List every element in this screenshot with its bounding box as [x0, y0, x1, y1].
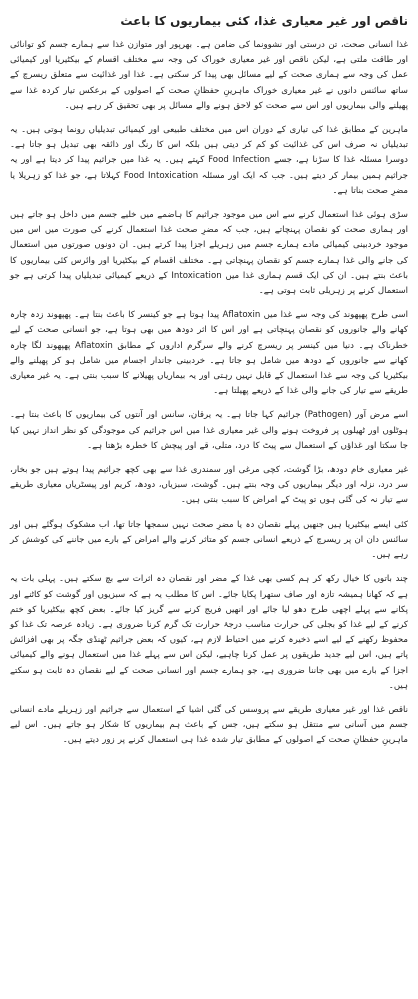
article-title: ناقص اور غیر معیاری غذا، کئی بیماریوں کا باعث [120, 14, 408, 28]
paragraph-5: اسے مرض آور (Pathogen) جراثیم کہا جاتا ہے۔ یہ یرقان، سانس اور آنتوں کی بیماریوں کا باعث بنتا ہے۔ ہوٹلوں اور ٹھیلوں پر فروخت ہونے والی غیر معیاری غذا میں اس جراثیم کی موجودگی کو نظر انداز نہیں کیا جا سکتا اور غذاؤں کے استعمال سے پیٹ کا درد، متلی، قے اور پیچش کا خطرہ بڑھتا ہے۔ [10, 410, 409, 451]
paragraph-7: کئی ایسے بیکٹیریا ہیں جنھیں پہلے نقصان دہ یا مضرِ صحت نہیں سمجھا جاتا تھا، اب مشکوک ہوگئے ہیں اور سائنس دان ان پر ریسرچ کے ذریعے انسانی جسم کو متاثر کرنے والے امراض کے بارے میں جاننے کی کوشش کر رہے ہیں۔ [10, 519, 408, 561]
paragraph-6: غیر معیاری خام دودھ، بڑا گوشت، کچی مرغی اور سمندری غذا سے بھی کچھ جراثیم پیدا ہوتے ہیں جو بخار، سر درد، نزلہ اور دیگر بیماریوں کی وجہ بنتے ہیں۔ گوشت، سبزیاں، دودھ، کریم اور پیسٹریاں معیاری طریقے سے تیار نہ کی گئی ہوں تو پیٹ کے امراض کا سبب بنتی ہیں۔ [10, 465, 408, 506]
paragraph-9: ناقص غذا اور غیر معیاری طریقے سے پروسس کی گئی اشیا کے استعمال سے جراثیم اور زہریلے مادے انسانی جسم میں آسانی سے منتقل ہو سکتے ہیں، جس کے باعث ہم بیماریوں کا شکار ہو جاتے ہیں۔ اس لیے ماہرینِ حفظانِ صحت کے اصولوں کے مطابق تیار شدہ غذا ہی استعمال کرنے پر زور دیتے ہیں۔ [10, 704, 408, 746]
paragraph-8: چند باتوں کا خیال رکھ کر ہم کسی بھی غذا کے مضر اور نقصان دہ اثرات سے بچ سکتے ہیں۔ پہلی بات یہ ہے کہ کھانا ہمیشہ تازہ اور صاف ستھرا پکایا جائے۔ اس کا مطلب یہ ہے کہ سبزیوں اور گوشت کو کاٹنے اور پکانے سے پہلے اچھی طرح دھو لیا جائے اور انھیں فریج کرنے سے گریز کیا جائے۔ بعض کچھ بیکٹیریا کو ختم کرنے کے لیے غذا کو بجلی کی حرارت مناسب درجۂ حرارت تک گرم کرنا ضروری ہے۔ زیادہ عرصہ تک غذا کو محفوظ رکھنے کے لیے اسے ذخیرہ کرنے میں احتیاط لازم ہے، کیوں کہ بعض جراثیم ٹھنڈی جگہ پر بھی افزائش پاتے ہیں، اس لیے جدید طریقوں پر عمل کرنا چاہیے، لیکن اس سے پہلے غذا میں استعمال ہونے والے کیمیائی اجزا کے بارے میں بھی جاننا ضروری ہے، جو ہمارے جسم اور انسانی صحت کے لیے نقصان دہ ثابت ہو سکتے ہیں۔ [10, 574, 408, 691]
paragraph-2: ماہرین کے مطابق غذا کی تیاری کے دوران اس میں مختلف طبیعی اور کیمیائی تبدیلیاں رونما ہوتی ہیں۔ یہ تبدیلیاں نہ صرف اس کی غذائیت کو کم کر دیتی ہیں بلکہ اس کا رنگ اور ذائقہ بھی تبدیل ہو جاتا ہے۔ دوسرا مسئلہ غذا کا سڑنا ہے، جسے Food Infection کہتے ہیں۔ یہ غذا میں جراثیم پیدا کر دیتا ہے اور یہ جراثیم ہمیں بیمار کر دیتے ہیں۔ جب کہ ایک اور مسئلہ Food Intoxication کہلاتا ہے، جو غذا کو زہریلا یا مضرِ صحت بناتا ہے۔ [10, 125, 408, 196]
paragraph-3: سڑی ہوئی غذا استعمال کرنے سے اس میں موجود جراثیم کا ہاضمے میں خلیے جسم میں داخل ہو جاتے ہیں اور ہماری صحت کو نقصان پہنچاتے ہیں، جب کہ مضرِ صحت غذا استعمال کرنے کی صورت میں اس میں موجود خردبینی کیمیائی مادے ہمارے جسم میں زہریلے اجزا پیدا کرتے ہیں۔ ان دونوں صورتوں میں استعمال کی جانے والی غذا ہمارے جسم کو نقصان پہنچاتی ہے۔ مختلف اقسام کے بیکٹیریا اور وائرس کئی بیماریوں کا باعث بنتے ہیں۔ ان کی ایک قسم ہماری غذا میں Intoxication کے ذریعے کیمیائی تبدیلیاں پیدا کرتی ہے جو استعمال کرنے پر زہریلی ثابت ہوتی ہے۔ [10, 210, 408, 297]
paragraph-1: غذا انسانی صحت، تن درستی اور نشوونما کی ضامن ہے۔ بھرپور اور متوازن غذا سے ہمارے جسم کو توانائی اور طاقت ملتی ہے، لیکن ناقص اور غیر معیاری خوراک کی وجہ سے مختلف اقسام کے بیکٹیریا اور کیمیائی عمل کی وجہ سے ہماری صحت کے لیے مسائل بھی پیدا کر سکتی ہے۔ غذا اور غذائیت سے متعلق ریسرچ کے ساتھ سائنس دانوں نے غیر معیاری خوراک ماہرینِ حفظانِ صحت کے اصولوں کے برعکس تیار کردہ غذا سے پھیلنے والی بیماریوں اور اس سے صحت کو لاحق ہونے والے مسائل پر بھی تحقیق کر رہے ہیں۔ [10, 40, 408, 111]
paragraph-4: اسی طرح پھپھوند کی وجہ سے غذا میں Aflatoxin پیدا ہوتا ہے جو کینسر کا باعث بنتا ہے۔ پھپھوند زدہ چارہ کھانے والے جانوروں کو نقصان پہنچاتی ہے اور اس کا اثر دودھ میں بھی ہوتا ہے، جو انسانی صحت کے لیے خطرناک ہے۔ دنیا میں کینسر پر ریسرچ کرنے والے سرگرم اداروں کے مطابق Aflatoxin پھپھوند لگا چارہ کھانے سے جانوروں کے دودھ میں شامل ہو جاتا ہے۔ خردبینی جاندار اجسام میں شامل ہو کر پھیلنے والے بیکٹیریا کی وجہ سے غذا استعمال کے قابل نہیں رہتی اور یہ بیماریاں پھیلانے کا سبب بنتی ہے۔ یہ غیر معیاری طریقے سے تیار کی جانے والی غذا کے ذریعے پھیلتا ہے۔ [10, 310, 408, 397]
